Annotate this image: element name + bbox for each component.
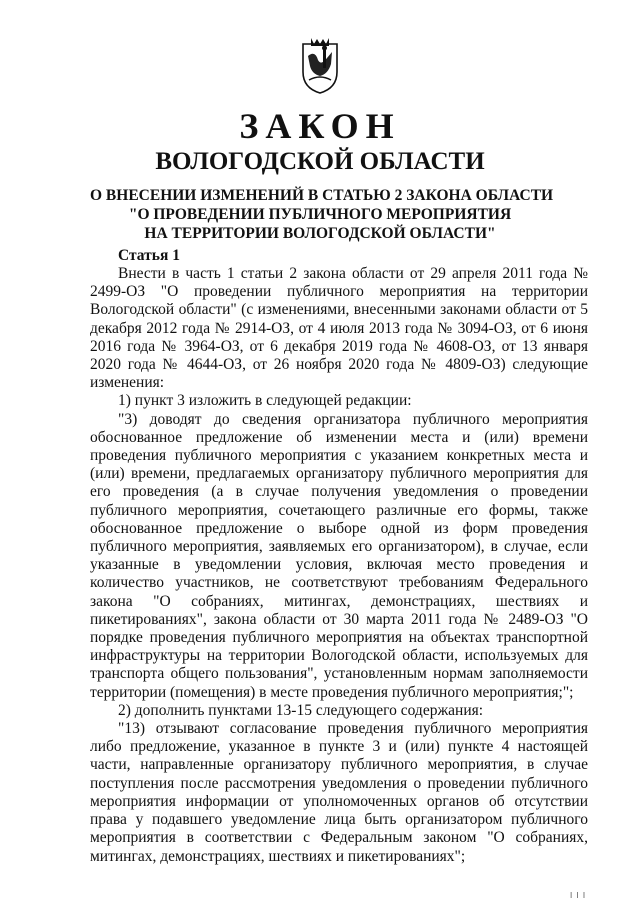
subtitle-line: О ВНЕСЕНИИ ИЗМЕНЕНИЙ В СТАТЬЮ 2 ЗАКОНА ОБЛАСТИ xyxy=(90,187,554,204)
paragraph: "3) доводят до сведения организатора публичного мероприятия обоснованное предложение об изменении места и (или) времени проведения публичного мероприятия с указанием конкретных места и (или) времени, предлагаемых организатору публичного мероприятия для его проведения (а в случае получения уведомления о проведении публичного мероприятия, сочетающего различные его формы, также обоснованное предложение о выборе одной из форм проведения публичного мероприятия, заявляемых его организатором), в случае, если указанные в уведомлении условия, включая место проведения и количество участников, не соответствуют требованиям Федерального закона "О собраниях, митингах, демонстрациях, шествиях и пикетированиях", закона области от 30 марта 2011 года № 2489-ОЗ "О порядке проведения публичного мероприятия на объектах транспортной инфраструктуры на территории Вологодской области, используемых для транспорта общего пользования", установленным нормам заполняемости территории (помещения) в месте проведения публичного мероприятия;"; xyxy=(90,410,588,701)
paragraph: 2) дополнить пунктами 13-15 следующего содержания: xyxy=(118,701,484,719)
page-mark: I I I xyxy=(570,891,587,900)
coat-of-arms-icon xyxy=(301,36,339,94)
article-body xyxy=(90,265,588,866)
article-heading: Статья 1 xyxy=(118,247,180,264)
paragraph: Внести в часть 1 статьи 2 закона области от 29 апреля 2011 года № 2499-ОЗ "О проведении публичного мероприятия на территории Вологодской области" (с изменениями, внесенными законами области от 5 декабря 2012 года № 2914-ОЗ, от 4 июля 2013 года № 3094-ОЗ, от 6 июня 2016 года № 3964-ОЗ, от 6 декабря 2019 года № 4608-ОЗ, от 13 января 2020 года № 4644-ОЗ, от 26 ноября 2020 года № 4809-ОЗ) следующие изменения: xyxy=(90,265,588,392)
paragraph: 1) пункт 3 изложить в следующей редакции: xyxy=(118,392,412,410)
paragraph: "13) отзывают согласование проведения публичного мероприятия либо предложение, указанное в пункте 3 и (или) пункте 4 настоящей части, направленные организатору публичного мероприятия, в случае поступления после рассмотрения уведомления о проведении публичного мероприятия информации от уполномоченных органов об отсутствии права у подавшего уведомление лица быть организатором публичного мероприятия в соответствии с Федеральным законом "О собраниях, митингах, демонстрациях, шествиях и пикетированиях"; xyxy=(90,720,588,865)
subtitle-line: "О ПРОВЕДЕНИИ ПУБЛИЧНОГО МЕРОПРИЯТИЯ xyxy=(128,206,512,223)
subtitle-line: НА ТЕРРИТОРИИ ВОЛОГОДСКОЙ ОБЛАСТИ" xyxy=(144,225,496,242)
law-subtitle xyxy=(90,186,554,243)
document-title: ЗАКОН xyxy=(239,106,401,146)
region-title: ВОЛОГОДСКОЙ ОБЛАСТИ xyxy=(155,148,485,175)
